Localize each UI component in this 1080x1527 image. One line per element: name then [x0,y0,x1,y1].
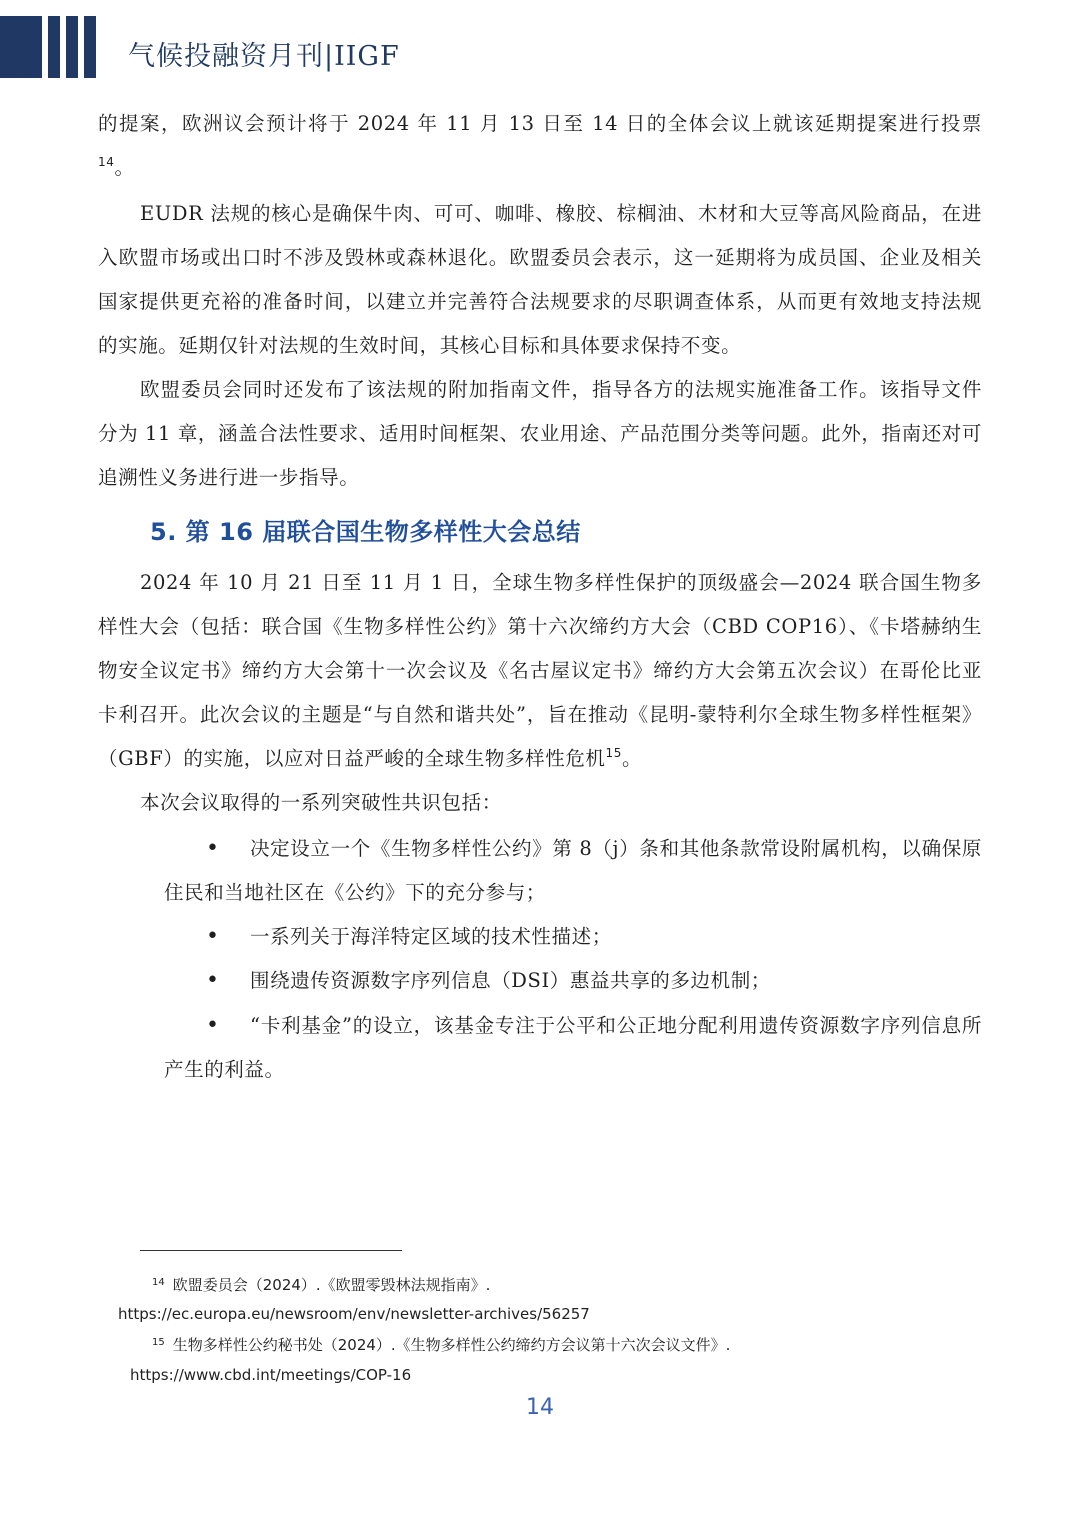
paragraph-consensus-intro: 本次会议取得的一系列突破性共识包括： [140,791,502,814]
paragraph-end: 。 [622,747,643,770]
footnote-text: 欧盟委员会（2024）.《欧盟零毁林法规指南》. [172,1276,491,1294]
bullet-icon: • [206,968,219,993]
paragraph-text: 的提案，欧洲议会预计将于 2024 年 11 月 13 日至 14 日的全体会议上就该延期提案进行投票 [98,112,982,135]
list-item-text: “卡利基金”的设立，该基金专注于公平和公正地分配利用遗传资源数字序列信息所产生的利益。 [164,1014,982,1081]
bullet-icon: • [206,836,219,861]
footnote-divider [140,1250,402,1251]
list-item [98,915,982,959]
paragraph-eudr-core: EUDR 法规的核心是确保牛肉、可可、咖啡、橡胶、棕榈油、木材和大豆等高风险商品，在进入欧盟市场或出口时不涉及毁林或森林退化。欧盟委员会表示，这一延期将为成员国、企业及相关国家提供更充裕的准备时间，以建立并完善符合法规要求的尽职调查体系，从而更有效地支持法规的实施。延期仅针对法规的生效时间，其核心目标和具体要求保持不变。 [98,202,982,357]
footnote-number: 15 [152,1337,165,1348]
footnote-14 [152,1274,490,1295]
list-item-text: 决定设立一个《生物多样性公约》第 8（j）条和其他条款常设附属机构，以确保原住民和当地社区在《公约》下的充分参与； [164,837,982,904]
paragraph-eudr-vote [98,102,982,192]
paragraph-text: 2024 年 10 月 21 日至 11 月 1 日，全球生物多样性保护的顶级盛会—2024 联合国生物多样性大会（包括：联合国《生物多样性公约》第十六次缔约方大会（CBD COP16）、《卡塔赫纳生物安全议定书》缔约方大会第十一次会议及《名古屋议定书》缔约方大会第五次会议）在哥伦比亚卡利召开。此次会议的主题是“与自然和谐共处”，旨在推动《昆明-蒙特利尔全球生物多样性框架》（GBF）的实施，以应对日益严峻的全球生物多样性危机 [98,571,982,770]
paragraph-eudr-guidance: 欧盟委员会同时还发布了该法规的附加指南文件，指导各方的法规实施准备工作。该指导文件分为 11 章，涵盖合法性要求、适用时间框架、农业用途、产品范围分类等问题。此外，指南还对可追溯性义务进行进一步指导。 [98,378,982,489]
header-bar [66,16,78,78]
header-bar [48,16,60,78]
bullet-icon: • [206,1013,219,1038]
header-bar [0,16,42,78]
footnote-number: 14 [152,1277,165,1288]
header-title: 气候投融资月刊|IIGF [128,41,400,72]
list-item [98,827,982,915]
list-item [98,959,982,1003]
footnote-text: 生物多样性公约秘书处（2024）.《生物多样性公约缔约方会议第十六次会议文件》. [172,1336,731,1354]
footnote-link[interactable]: https://www.cbd.int/meetings/COP-16 [130,1366,412,1384]
footnote-ref[interactable]: 15 [605,746,623,760]
paragraph-end: 。 [114,156,135,179]
list-item [98,1004,982,1092]
list-item-text: 围绕遗传资源数字序列信息（DSI）惠益共享的多边机制； [250,969,771,992]
header-bar [84,16,96,78]
footnote-link[interactable]: https://ec.europa.eu/newsroom/env/newsletter-archives/56257 [118,1305,590,1323]
footnote-ref[interactable]: 14 [98,155,115,169]
section-heading: 5. 第 16 届联合国生物多样性大会总结 [150,518,581,546]
list-item-text: 一系列关于海洋特定区域的技术性描述； [250,925,612,948]
paragraph-cop16-summary [98,561,982,783]
footnote-15 [152,1334,730,1355]
page-number: 14 [526,1395,554,1420]
bullet-icon: • [206,924,219,949]
